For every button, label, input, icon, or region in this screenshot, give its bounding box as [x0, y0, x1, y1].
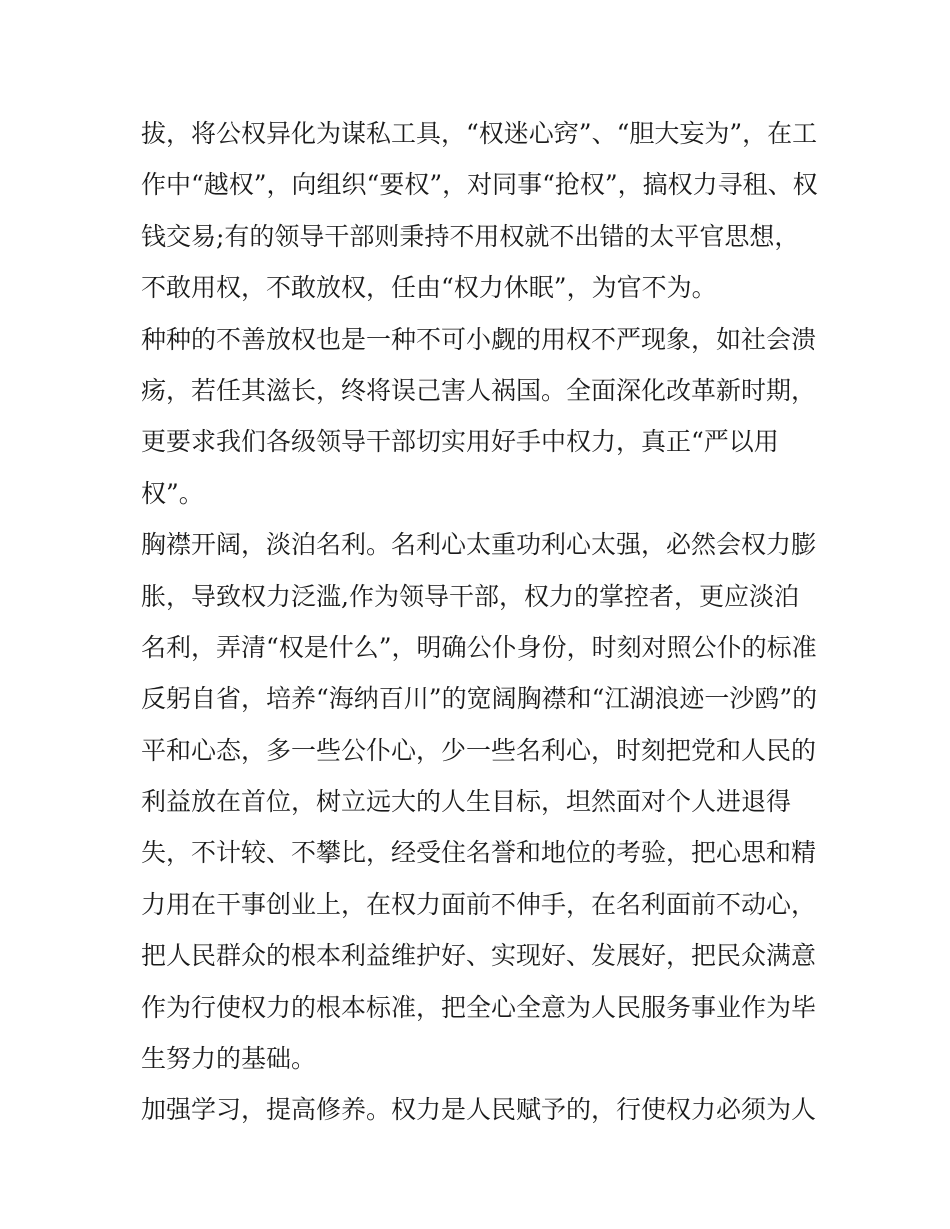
- text-line: 作为行使权力的根本标准，把全心全意为人民服务事业作为毕: [141, 992, 817, 1022]
- text-line: 失，不计较、不攀比，经受住名誉和地位的考验，把心思和精: [141, 838, 817, 868]
- text-line: 拔，将公权异化为谋私工具，“权迷心窍”、“胆大妄为”，在工: [141, 119, 818, 148]
- text-line: 钱交易;有的领导干部则秉持不用权就不出错的太平官思想，: [141, 221, 800, 251]
- text-line: 利益放在首位，树立远大的人生目标，坦然面对个人进退得: [141, 787, 792, 817]
- text-line: 权”。: [141, 478, 204, 508]
- text-line: 胀，导致权力泛滥,作为领导干部，权力的掌控者，更应淡泊: [141, 581, 799, 611]
- text-line: 力用在干事创业上，在权力面前不伸手，在名利面前不动心，: [141, 889, 817, 919]
- text-line: 胸襟开阔，淡泊名利。名利心太重功利心太强，必然会权力膨: [141, 530, 817, 560]
- text-line: 名利，弄清“权是什么”，明确公仆身份，时刻对照公仆的标准: [141, 632, 817, 662]
- text-line: 把人民群众的根本利益维护好、实现好、发展好，把民众满意: [141, 941, 817, 971]
- text-line: 不敢用权，不敢放权，任由“权力休眠”，为官不为。: [141, 273, 717, 303]
- text-line: 种种的不善放权也是一种不可小觑的用权不严现象，如社会溃: [141, 324, 817, 354]
- text-line: 反躬自省，培养“海纳百川”的宽阔胸襟和“江湖浪迹一沙鸥”的: [141, 684, 818, 714]
- text-line: 疡，若任其滋长，终将误己害人祸国。全面深化改革新时期，: [141, 375, 817, 405]
- text-line: 生努力的基础。: [141, 1044, 317, 1074]
- text-line: 更要求我们各级领导干部切实用好手中权力，真正“严以用: [141, 427, 779, 457]
- text-line: 加强学习，提高修养。权力是人民赋予的，行使权力必须为人: [141, 1095, 817, 1125]
- document-body: [141, 108, 821, 1136]
- text-line: 作中“越权”，向组织“要权”，对同事“抢权”，搞权力寻租、权: [141, 170, 818, 200]
- text-line: 平和心态，多一些公仆心，少一些名利心，时刻把党和人民的: [141, 735, 817, 765]
